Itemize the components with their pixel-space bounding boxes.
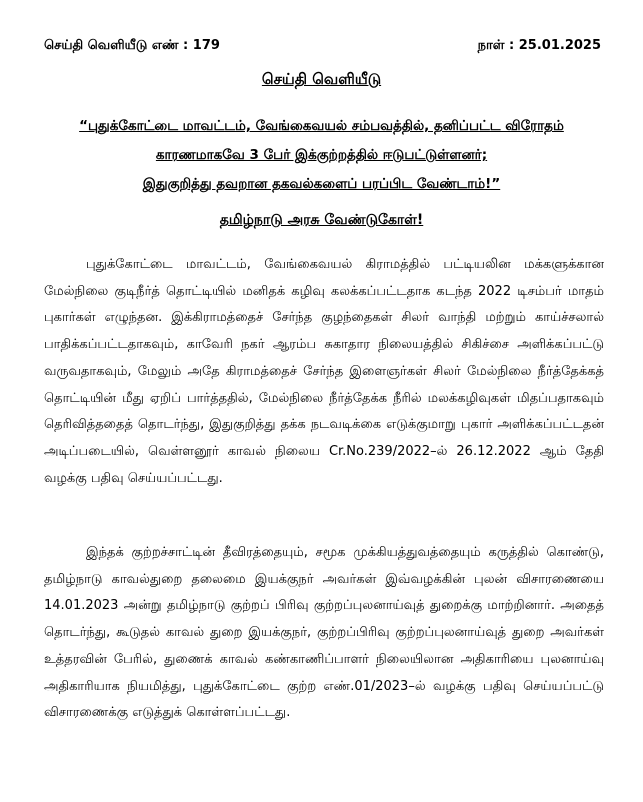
headline-line: “புதுக்கோட்டை மாவட்டம், வேங்கைவயல் சம்பவத்தில், தனிப்பட்ட விரோதம் <box>79 118 564 134</box>
release-date: நாள் : 25.01.2025 <box>477 38 601 53</box>
body-paragraph-2: இந்தக் குற்றச்சாட்டின் தீவிரத்தையும், சமூக முக்கியத்துவத்தையும் கருத்தில் கொண்டு, தமிழ்நாடு காவல்துறை தலைமை இயக்குநர் அவர்கள் இவ்வழக்கின் புலன் விசாரணையை 14.01.2023 அன்று தமிழ்நாடு குற்றப் பிரிவு குற்றப்புலனாய்வுத் துறைக்கு மாற்றினார். அதைத் தொடர்ந்து, கூடுதல் காவல் துறை இயக்குநர், குற்றப்பிரிவு குற்றப்புலனாய்வுத் துறை அவர்கள் உத்தரவின் பேரில், துணைக் காவல் கண்காணிப்பாளர் நிலையிலான அதிகாரியை புலனாய்வு அதிகாரியாக நியமித்து, புதுக்கோட்டை குற்ற எண்.01/2023–ல் வழக்கு பதிவு செய்யப்பட்டு விசாரணைக்கு எடுத்துக் கொள்ளப்பட்டது. <box>44 545 604 721</box>
headline-line: காரணமாகவே 3 பேர் இக்குற்றத்தில் ஈடுபட்டுள்ளனர்; <box>155 147 488 163</box>
headline-line: இதுகுறித்து தவறான தகவல்களைப் பரப்பிட வேண்டாம்!” <box>142 176 501 192</box>
document-title: செய்தி வெளியீடு <box>261 70 382 88</box>
government-appeal: தமிழ்நாடு அரசு வேண்டுகோள்! <box>219 212 424 228</box>
headline <box>40 112 603 199</box>
body-paragraph-1: புதுக்கோட்டை மாவட்டம், வேங்கைவயல் கிராமத்தில் பட்டியலின மக்களுக்கான மேல்நிலை குடிநீர்த் தொட்டியில் மனிதக் கழிவு கலக்கப்பட்டதாக கடந்த 2022 டிசம்பர் மாதம் புகார்கள் எழுந்தன. இக்கிராமத்தைச் சேர்ந்த குழந்தைகள் சிலர் வாந்தி மற்றும் காய்ச்சலால் பாதிக்கப்பட்டதாகவும், காவேரி நகர் ஆரம்ப சுகாதார நிலையத்தில் சிகிச்சை அளிக்கப்பட்டு வருவதாகவும், மேலும் அதே கிராமத்தைச் சேர்ந்த இளைஞர்கள் சிலர் மேல்நிலை நீர்த்தேக்கத் தொட்டியின் மீது ஏறிப் பார்த்ததில், மேல்நிலை நீர்த்தேக்க நீரில் மலக்கழிவுகள் மிதப்பதாகவும் தெரிவித்ததைத் தொடர்ந்து, இதுகுறித்து தக்க நடவடிக்கை எடுக்குமாறு புகார் அளிக்கப்பட்டதன் அடிப்படையில், வெள்ளனூர் காவல் நிலைய Cr.No.239/2022–ல் 26.12.2022 ஆம் தேதி வழக்கு பதிவு செய்யப்பட்டது. <box>44 257 604 486</box>
release-number: செய்தி வெளியீடு எண் : 179 <box>44 38 220 53</box>
